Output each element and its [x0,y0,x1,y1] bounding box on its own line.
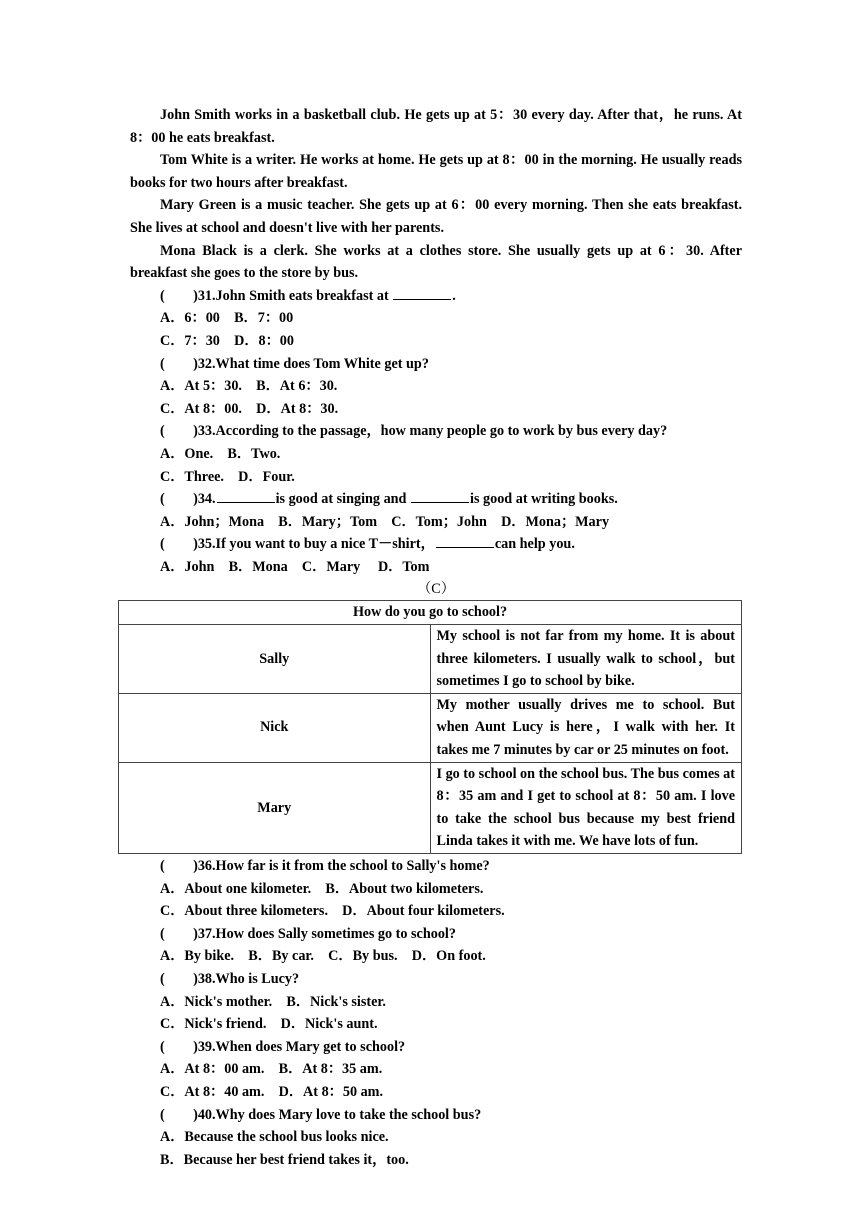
passage-paragraph: Mary Green is a music teacher. She gets up at 6：00 every morning. Then she eats breakfast. She lives at school and doesn't live with her parents. [130,197,742,236]
table-row [119,693,742,762]
question-options: A．At 5：30. B．At 6：30. [160,378,338,395]
question-38: ( )38.Who is Lucy? [160,970,300,987]
question-options: A．About one kilometer. B．About two kilometers. [160,880,484,897]
question-32: ( )32.What time does Tom White get up? [160,355,429,372]
answer-blank [217,490,275,503]
question-options: C．About three kilometers. D．About four kilometers. [160,903,505,920]
answer-blank [393,287,451,300]
table-row [119,762,742,853]
passage-paragraph: Tom White is a writer. He works at home. He gets up at 8：00 in the morning. He usually reads books for two hours after breakfast. [130,152,742,191]
question-options: A．John B．Mona C．Mary D．Tom [160,558,430,575]
commute-table [118,600,742,854]
question-31: ( )31.John Smith eats breakfast at . [160,287,456,304]
question-35: ( )35.If you want to buy a nice T－shirt， can help you. [160,536,575,553]
question-options: C．Three. D．Four. [160,468,295,485]
question-options: A．One. B．Two. [160,445,281,462]
question-options: A．Because the school bus looks nice. [160,1129,389,1146]
question-options: A．By bike. B．By car. C．By bus. D．On foot. [160,948,486,965]
question-options: B．Because her best friend takes it，too. [160,1151,409,1168]
question-33: ( )33.According to the passage，how many people go to work by bus every day? [160,423,668,440]
student-answer: I go to school on the school bus. The bus comes at 8：35 am and I get to school at 8：50 am. I love to take the school bus because my best friend Linda takes it with me. We have lots of fun. [430,762,742,853]
passage-paragraph: Mona Black is a clerk. She works at a clothes store. She usually gets up at 6：30. After breakfast she goes to the store by bus. [130,242,742,282]
student-name: Sally [119,625,431,694]
passage-paragraph: John Smith works in a basketball club. He gets up at 5：30 every day. After that，he runs. At 8：00 he eats breakfast. [130,107,742,146]
question-options: C．At 8：40 am. D．At 8：50 am. [160,1083,384,1100]
table-row [119,625,742,694]
student-name: Nick [119,693,431,762]
answer-blank [411,490,469,503]
question-34: ( )34. is good at singing and is good at writing books. [160,491,618,508]
student-answer: My mother usually drives me to school. But when Aunt Lucy is here，I walk with her. It takes me 7 minutes by car or 25 minutes on foot. [430,693,742,762]
section-c-label: （C） [417,581,455,598]
question-options: C．At 8：00. D．At 8：30. [160,400,339,417]
question-36: ( )36.How far is it from the school to Sally's home? [160,858,490,874]
question-options: C．Nick's friend. D．Nick's aunt. [160,1016,378,1033]
question-37: ( )37.How does Sally sometimes go to school? [160,925,456,942]
question-40: ( )40.Why does Mary love to take the school bus? [160,1106,482,1123]
student-name: Mary [119,762,431,853]
question-options: A．At 8：00 am. B．At 8：35 am. [160,1061,383,1078]
student-answer: My school is not far from my home. It is about three kilometers. I usually walk to school，but sometimes I go to school by bike. [430,625,742,694]
question-options: C．7：30 D．8：00 [160,332,294,349]
question-39: ( )39.When does Mary get to school? [160,1038,406,1055]
answer-blank [436,535,494,548]
question-options: A．John；Mona B．Mary；Tom C．Tom；John D．Mona；Mary [160,513,610,530]
table-title: How do you go to school? [119,601,742,625]
question-options: A．Nick's mother. B．Nick's sister. [160,993,386,1010]
question-options: A．6：00 B．7：00 [160,310,294,327]
exam-page [130,104,742,1171]
